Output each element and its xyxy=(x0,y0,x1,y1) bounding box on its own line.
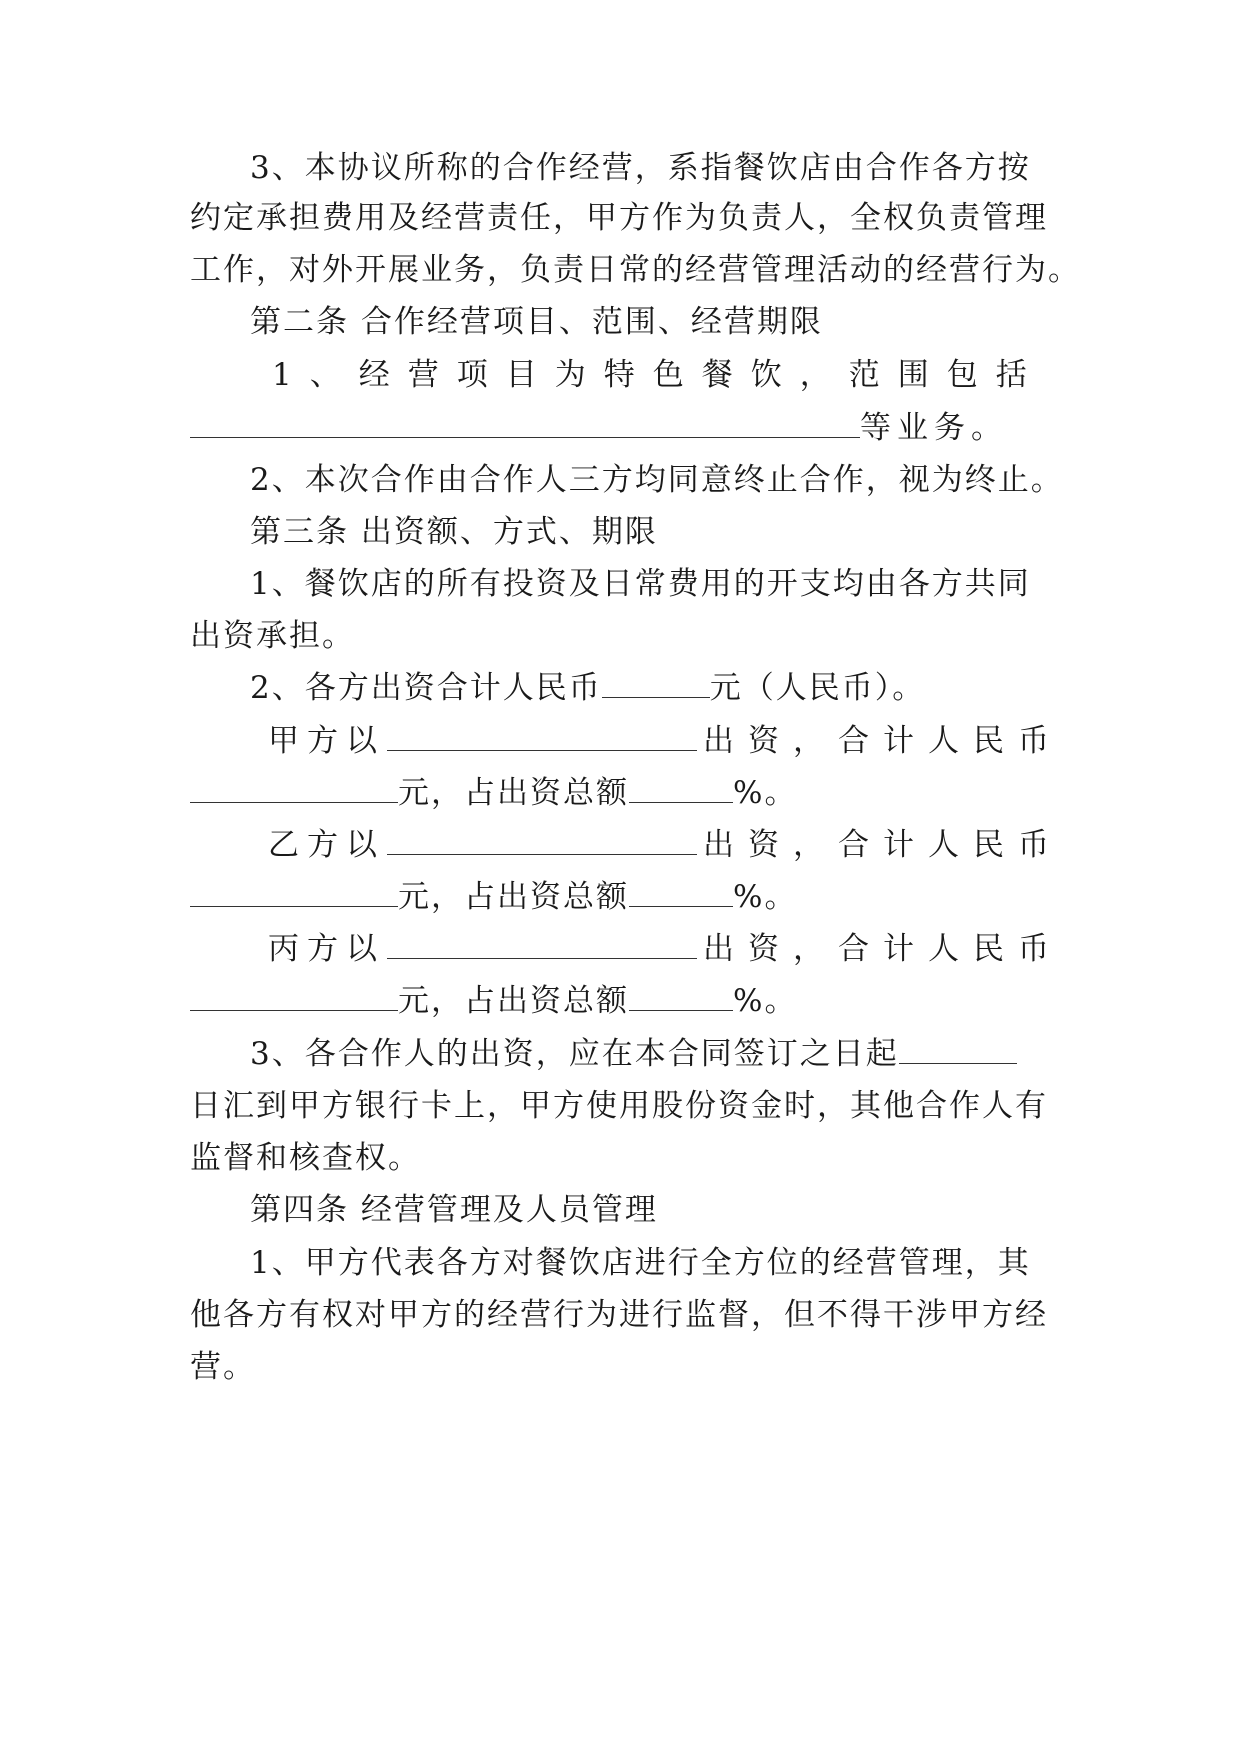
blank-field[interactable] xyxy=(629,982,733,1011)
paragraph-line: 3、本协议所称的合作经营，系指餐饮店由合作各方按 xyxy=(250,150,1031,186)
blank-field[interactable] xyxy=(602,669,710,698)
blank-field[interactable] xyxy=(190,409,860,438)
blank-field[interactable] xyxy=(629,878,733,907)
paragraph-text: 出资，合计人民币 xyxy=(703,827,1063,863)
blank-field[interactable] xyxy=(899,1035,1017,1064)
fill-line xyxy=(190,981,1050,1021)
paragraph-line: 营。 xyxy=(190,1349,256,1385)
paragraph-text: 元，占出资总额 xyxy=(398,775,629,811)
paragraph-text: 出资，合计人民币 xyxy=(703,723,1063,759)
party-label: 甲方以 xyxy=(268,723,385,759)
paragraph-text: 元，占出资总额 xyxy=(398,983,629,1019)
paragraph-text: %。 xyxy=(733,775,798,811)
fill-line xyxy=(268,825,1063,865)
fill-line xyxy=(190,408,1050,448)
section-heading: 第四条 经营管理及人员管理 xyxy=(250,1192,658,1228)
paragraph-text: %。 xyxy=(733,983,798,1019)
paragraph-text: 3、各合作人的出资，应在本合同签订之日起 xyxy=(250,1036,899,1072)
paragraph-text: 元（人民币）。 xyxy=(709,670,926,706)
paragraph-text: 等业务。 xyxy=(860,410,1008,446)
blank-field[interactable] xyxy=(387,826,697,855)
blank-field[interactable] xyxy=(387,930,697,959)
paragraph-line: 1、经营项目为特色餐饮，范围包括 xyxy=(272,357,1045,393)
paragraph-line: 监督和核查权。 xyxy=(190,1140,421,1176)
fill-line xyxy=(250,1034,1050,1074)
party-label: 乙方以 xyxy=(268,827,385,863)
paragraph-text: %。 xyxy=(733,879,798,915)
blank-field[interactable] xyxy=(190,982,398,1011)
party-label: 丙方以 xyxy=(268,931,385,967)
paragraph-line: 工作，对外开展业务，负责日常的经营管理活动的经营行为。 xyxy=(190,252,1081,288)
paragraph-line: 2、本次合作由合作人三方均同意终止合作，视为终止。 xyxy=(250,462,1064,498)
blank-field[interactable] xyxy=(190,878,398,907)
blank-field[interactable] xyxy=(190,774,398,803)
paragraph-line: 日汇到甲方银行卡上，甲方使用股份资金时，其他合作人有 xyxy=(190,1088,1048,1124)
paragraph-line: 约定承担费用及经营责任，甲方作为负责人，全权负责管理 xyxy=(190,200,1048,236)
paragraph-line: 出资承担。 xyxy=(190,618,355,654)
blank-field[interactable] xyxy=(387,722,697,751)
paragraph-text: 2、各方出资合计人民币 xyxy=(250,670,602,706)
section-heading: 第三条 出资额、方式、期限 xyxy=(250,514,658,550)
paragraph-line: 1、餐饮店的所有投资及日常费用的开支均由各方共同 xyxy=(250,566,1031,602)
paragraph-line: 他各方有权对甲方的经营行为进行监督，但不得干涉甲方经 xyxy=(190,1297,1048,1333)
fill-line xyxy=(250,668,1110,708)
paragraph-text: 元，占出资总额 xyxy=(398,879,629,915)
section-heading: 第二条 合作经营项目、范围、经营期限 xyxy=(250,304,823,340)
fill-line xyxy=(268,721,1063,761)
paragraph-line: 1、甲方代表各方对餐饮店进行全方位的经营管理，其 xyxy=(250,1245,1031,1281)
blank-field[interactable] xyxy=(629,774,733,803)
fill-line xyxy=(268,929,1063,969)
fill-line xyxy=(190,773,1050,813)
paragraph-text: 出资，合计人民币 xyxy=(703,931,1063,967)
fill-line xyxy=(190,877,1050,917)
